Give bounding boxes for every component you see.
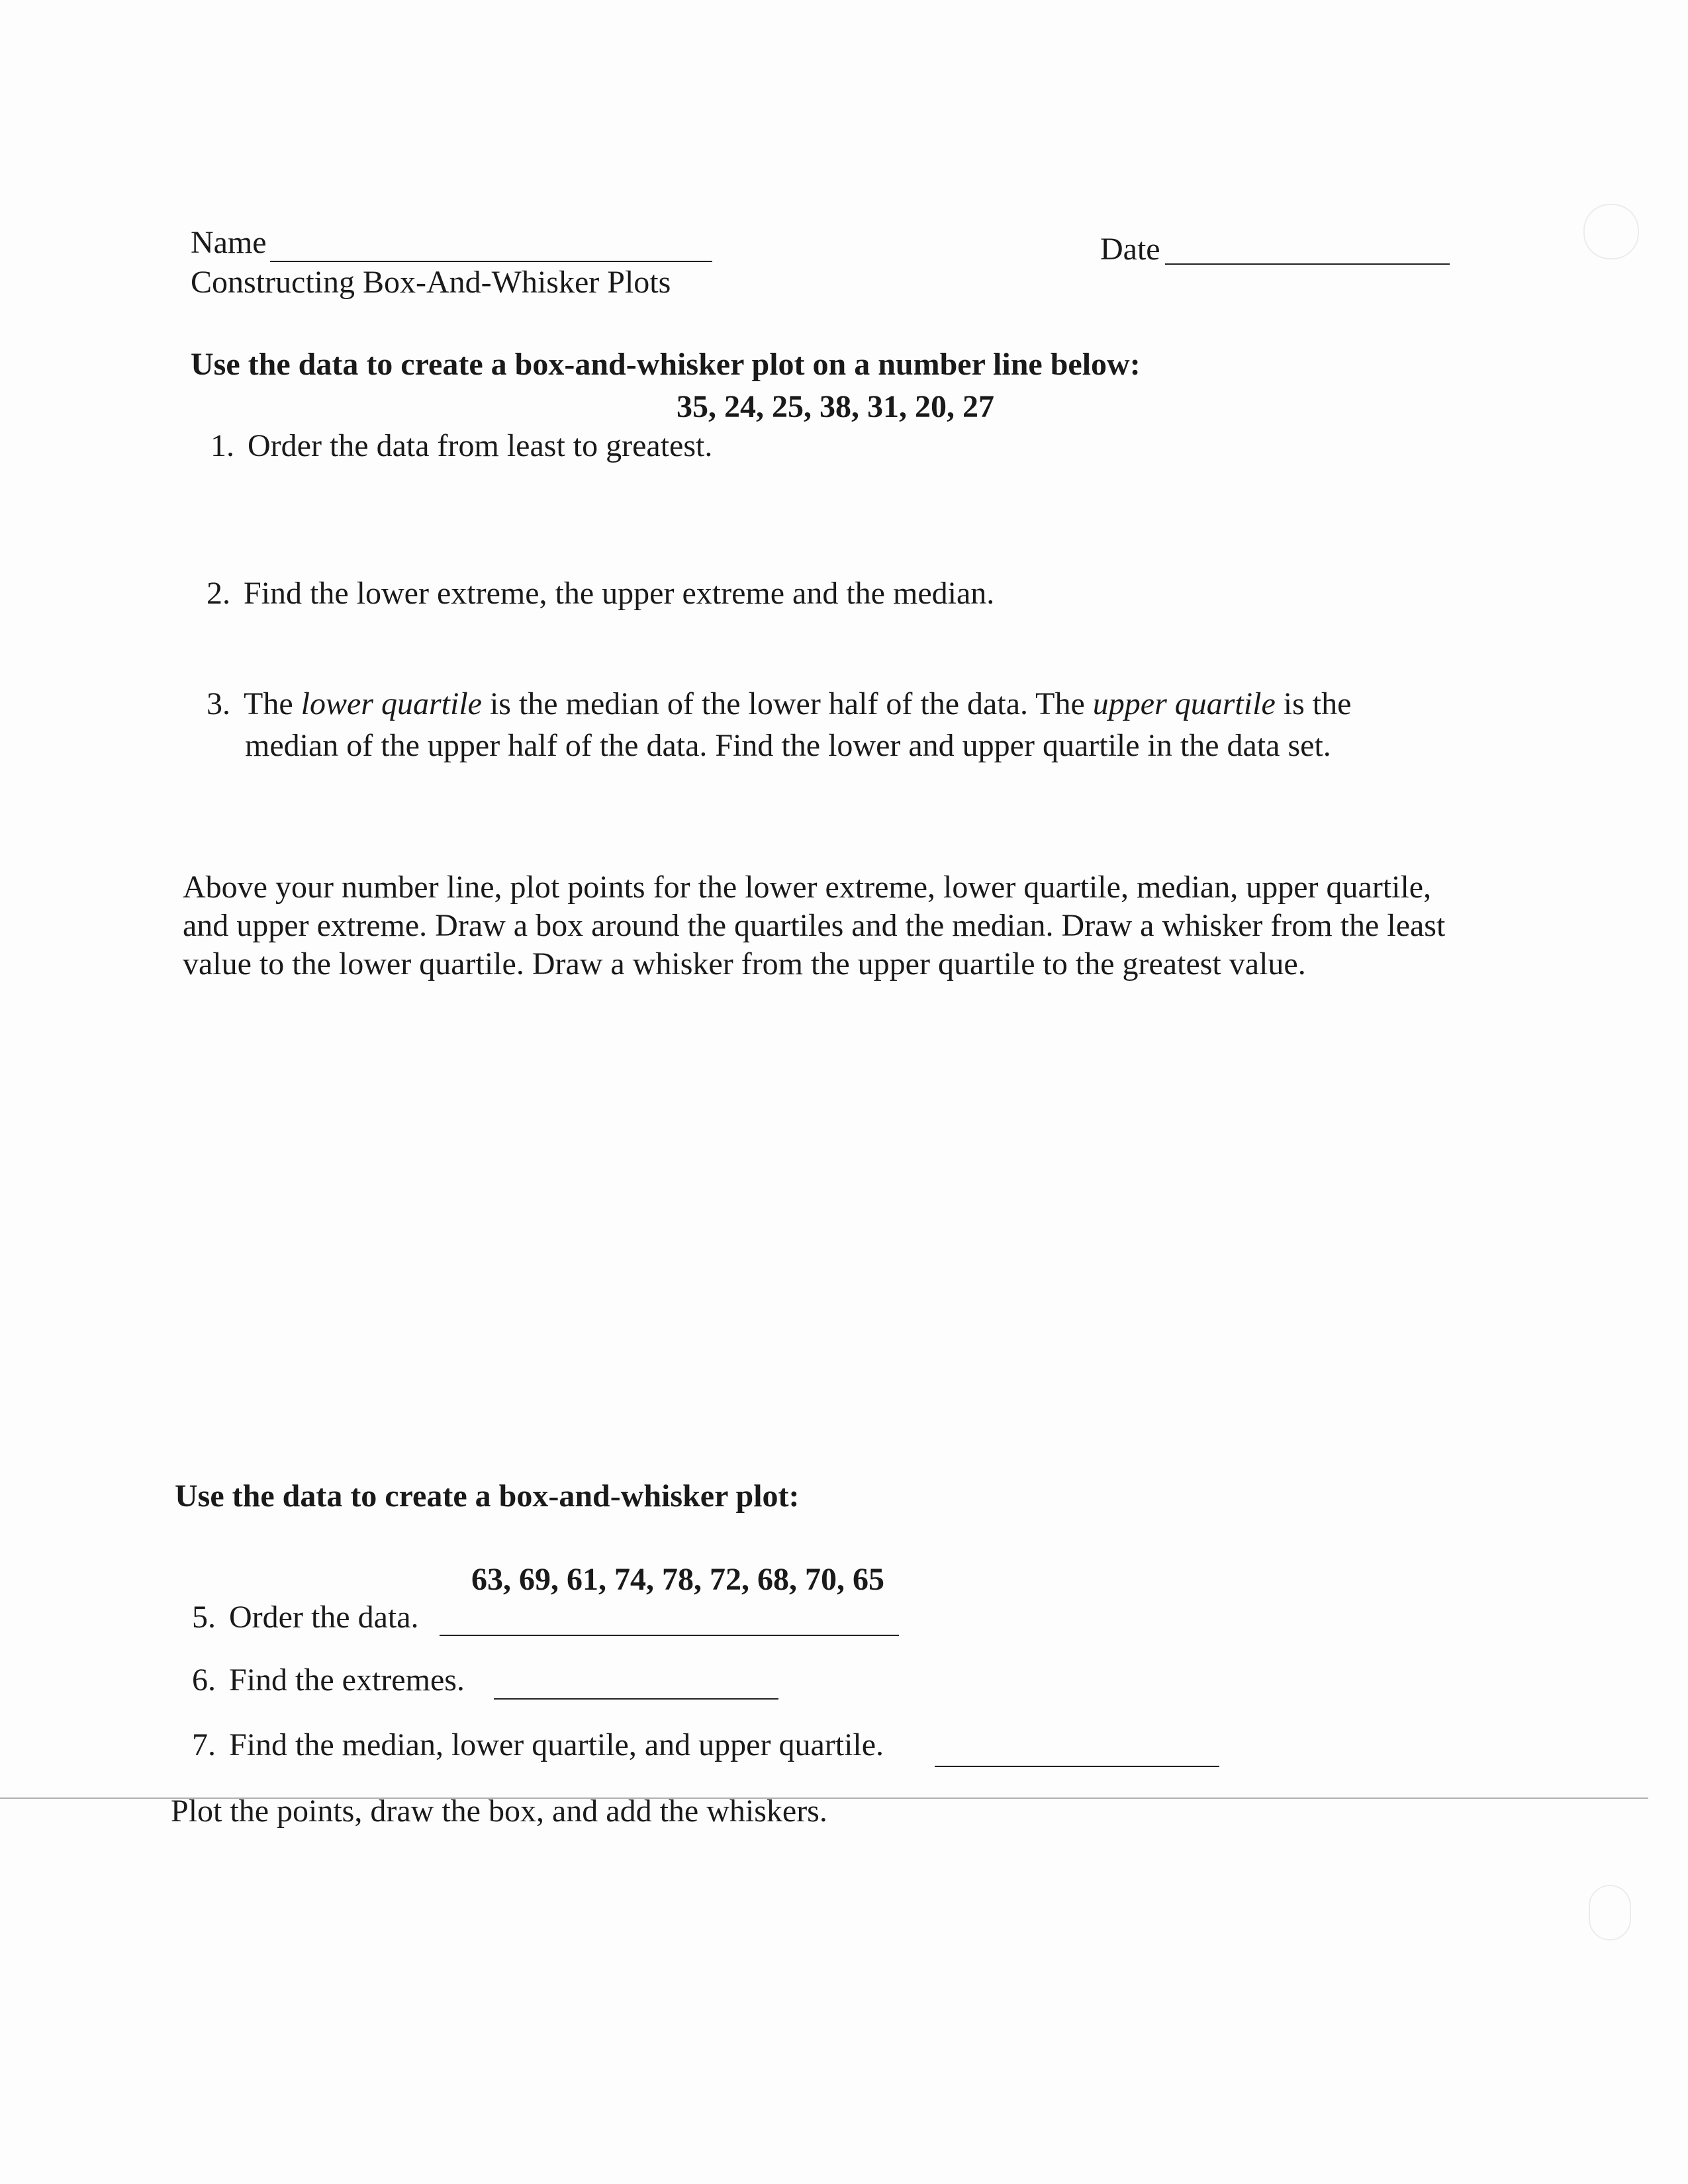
question-5-number: 5. xyxy=(192,1600,216,1635)
worksheet-title: Constructing Box-And-Whisker Plots xyxy=(191,265,671,300)
question-2 xyxy=(207,574,994,613)
section1-instruction: Use the data to create a box-and-whisker plot on a number line below: xyxy=(191,347,1141,382)
section2-data-set: 63, 69, 61, 74, 78, 72, 68, 70, 65 xyxy=(471,1562,884,1597)
question-3-text-b: is the median of the lower half of the data. The xyxy=(481,686,1093,721)
section1-data-set: 35, 24, 25, 38, 31, 20, 27 xyxy=(677,389,994,424)
question-5 xyxy=(192,1598,419,1637)
question-3-text-c: is the xyxy=(1275,686,1352,721)
question-7-text: Find the median, lower quartile, and upper quartile. xyxy=(229,1727,884,1762)
term-lower-quartile: lower quartile xyxy=(301,686,482,721)
question-5-text: Order the data. xyxy=(229,1600,419,1635)
question-7-number: 7. xyxy=(192,1727,216,1762)
question-2-text: Find the lower extreme, the upper extreme and the median. xyxy=(244,576,995,611)
section2-instruction: Use the data to create a box-and-whisker plot: xyxy=(175,1479,800,1514)
question-1-number: 1. xyxy=(211,428,234,463)
question-1-text: Order the data from least to greatest. xyxy=(248,428,713,463)
question-7-answer-blank[interactable] xyxy=(935,1766,1219,1767)
question-3-number: 3. xyxy=(207,686,230,721)
scan-artifact-top xyxy=(1583,204,1639,259)
question-6 xyxy=(192,1661,465,1700)
question-6-number: 6. xyxy=(192,1662,216,1698)
question-3-line1 xyxy=(207,685,1351,723)
date-blank[interactable] xyxy=(1165,263,1450,265)
question-5-answer-blank[interactable] xyxy=(440,1635,899,1636)
question-6-text: Find the extremes. xyxy=(229,1662,465,1698)
name-label: Name xyxy=(191,225,267,260)
final-instruction: Plot the points, draw the box, and add the whiskers. xyxy=(171,1794,827,1829)
question-3-line2: median of the upper half of the data. Find the lower and upper quartile in the data set. xyxy=(245,728,1331,763)
date-label: Date xyxy=(1100,232,1160,267)
question-7 xyxy=(192,1726,884,1764)
question-1 xyxy=(211,427,712,465)
plot-instructions: Above your number line, plot points for the lower extreme, lower quartile, median, upper quartile, and upper extreme. Draw a box around the quartiles and the median. Draw a whisker from the least value to the lower quartile. Draw a whisker from the upper quartile to the greatest value. xyxy=(183,870,1446,981)
name-blank[interactable] xyxy=(270,261,712,262)
question-6-answer-blank[interactable] xyxy=(494,1698,778,1700)
question-3-text-a: The xyxy=(244,686,301,721)
term-upper-quartile: upper quartile xyxy=(1092,686,1276,721)
question-2-number: 2. xyxy=(207,576,230,611)
scan-artifact-bottom xyxy=(1589,1885,1631,1940)
